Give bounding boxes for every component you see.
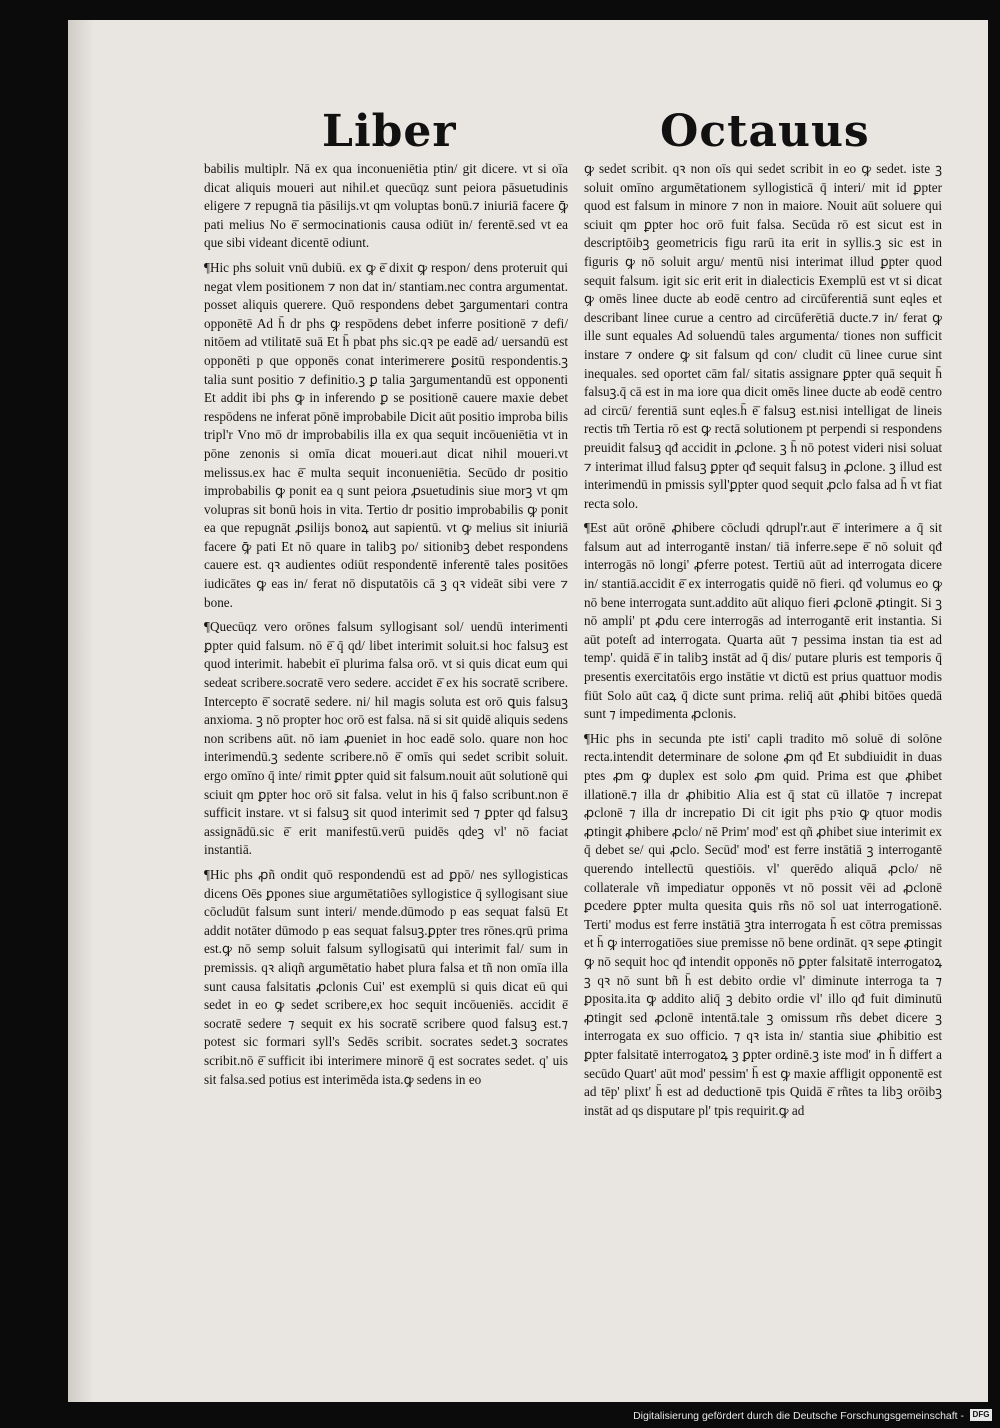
paragraph: ꝙ sedet scribit. qꝛ non oīs qui sedet scribit in eo ꝙ sedet. iste ꝫ soluit omīno argumētationem syllogisticā q̄ interi/ mit id ꝑpter quod est falsum in minore ⁊ non in maiore. Nouit aūt soluere qui sciuit qm ꝑpter hoc orō fuit falsa. Secūda rō est sicut est in descriptōibꝫ geometricis figu rarū ita erit in syllis.ꝫ sic est in figuris ꝙ nō soluit argu/ mentū nisi interimat illud ꝑpter quod sequit falsum. igit sic erit erit in dialecticis Exemplū est vt si dicat ꝙ omēs linee ducte ab eodē centro ad circūferentiā sunt eqles et describant linee curue a centro ad circūferētiā ducte.⁊ in/ ferat ꝙ ille sunt equales Ad soluendū tales argumenta/ tiones non sufficit instare ⁊ ondere ꝙ sit falsum qd con/ cludit cū linee curue sint inequales. sed oportet cām fal/ sitatis assignare ꝑpter quā sequit h̄ falsuꝫ.q̄ cā est in ma iore qua dicit omēs linee ducte ab eodē centro ad circū/ ferentiā sunt eqles.h̄ ē̄ falsuꝫ est.nisi intelligat de lineis rectis tm̄ Tertia rō est ꝙ rectā solutionem pt perpendi si respondens preuidit falsuꝫ qđ accidit in ꝓclone. ꝫ h̄ nō potest videri nisi soluat ⁊ interimat illud falsuꝫ ꝑpter qđ sequit falsuꝫ in ꝓclone. ꝫ illud est interimendū in pmissis syll'ꝑpter quod sequit ꝓclo falsa ad h̄ vt fiat recta solo. <box>584 161 942 511</box>
text-column-right <box>584 160 942 1170</box>
paragraph: ¶Hic phs soluit vnū dubiū. ex ꝙ ē̄ dixit ꝙ respon/ dens proteruit qui negat vlem positionem ⁊ non dat in/ stantiam.nec contra argumentat. posset aliquis querere. Quō respondens debet ꝫargumentari contra opponētē Ad h̄ dr phs ꝙ respōdens debet inferre positionē ⁊ defi/ nitōem ad vtilitatē suā Et h̄ pbat phs sic.qꝛ pe eadē ad/ uersandū est opponēti p que opponēs conat interimerere ꝑositū respondentis.ꝫ talia sunt positio ⁊ definitio.ꝫ ꝑ talia ꝫargumentandū est opponenti Et addit ibi phs ꝙ in inferendo ꝑ se positionē cauere maxie debet respōdens ne inferat pōnē improbabile Dicit aūt positio improba bilis tripl'r Vno mō dr improbabilis illa ex qua sequit incōueniētia vt in pōne zenonis si omīa dicat moueri.aut dicat nihil moueri.vt melissus.ex hac ē̄ multa sequit inconueniētia. Secūdo dr positio improbabilis ꝙ ponit ea q sunt peiora ꝓsuetudinis siue morꝫ vt qm volupras sit bonū hois in vita. Tertio dr positio improbabilis ꝙ ponit ea que repugnāt ꝓsilijs bonoꝝ aut sapientū. vt ꝙ melius sit iniuriā facere ꝙ̄ pati Et nō quare in talibꝫ po/ sitionibꝫ debet respondens cauere est. qꝛ audientes odiūt respondentē inferentē tales positōes iudicātes ꝙ eas in/ ferat nō disputatōis cā ꝫ qꝛ videāt sibi vere ⁊ bone. <box>204 259 568 610</box>
paragraph: babilis multiplr. Nā ex qua inconueniētia ptin/ git dicere. vt si oīa dicat aliquis moueri aut nihil.et quecūqz sunt peiora pāsuetudinis eligere ⁊ repugnā tia pāsilijs.vt qm voluptas bonū.⁊ iniuriā facere ꝙ̄ pati melius No ē̄ sermocinationis causa odiūt in/ ferentē.sed vt ea que sibi videant dicentē odiunt. <box>204 161 568 251</box>
paragraph: ¶Hic phs in secunda pte isti' capli tradito mō soluē di solōne recta.intendit determinare de solone ꝓm qđ Et subdiuidit in duas ptes ꝓm ꝙ duplex est solo ꝓm quid. Prima est que ꝓhibet illationē.⁊ illa dr ꝓhibitio Alia est q̄ stat cū illatōe ⁊ increpat ꝓclonē ⁊ illa dr increpatio Di cit igit phs pꝛio ꝙ qtuor modis ꝓtingit ꝓhibere ꝓclo/ nē Prim' mod' est qñ ꝓhibet siue interimit ex q̄ debet se/ qui ꝓclo. Secūd' mod' est ferre instātiā ꝫ interrogantē querendo intellectū questiōis. vl' querēdo aliquā ꝓclo/ nē collaterale vñ impediatur opponēs vt nō possit vēi ad ꝓclonē ꝑcedere ꝑpter multa quesita ꝗuis rñs nō sol uat interrogationē. Terti' modus est ferre instātiā ꝫtra interrogata h̄ est cōtra premissas et h̄ ꝙ interrogatiōes siue premisse nō bene ordināt. qꝛ sepe ꝓtingit ꝙ nō sequit hoc qđ intendit opponēs nō ꝑpter falsitatē interrogatoꝝ ꝫ qꝛ nō sunt bñ h̄ est debito ordie vl' diminute interroga ta ⁊ ꝑposita.ita ꝙ addito aliq̄ ꝫ debito ordie vl' illo qđ fuit diminutū ꝓtingit sed ꝓclonē intentā.tale ꝫ omissum rñs debet dicere ꝫ interrogata ex suo officio. ⁊ qꝛ ista in/ stantia siue ꝓhibitio est ꝑpter falsitatē interrogatoꝝ ꝫ ꝑpter ordinē.ꝫ iste mod' in h̄ differt a secūdo Quart' aūt mod' pessim' h̄ est ꝙ maxie affligit opponentē est ad tēp' plixt' h̄ est ad deductionē tpis Quidā ē̄ rñtes ta libꝫ orōibꝫ instāt ad qs disputare pl' tpis requirit.ꝙ ad <box>584 730 942 1118</box>
running-head-left: Liber <box>322 106 457 157</box>
dfg-logo: DFG <box>970 1409 992 1421</box>
funding-notice: Digitalisierung gefördert durch die Deutsche Forschungsgemeinschaft - <box>633 1410 964 1422</box>
text-column-left <box>204 160 568 1180</box>
paragraph: ¶Quecūqz vero orōnes falsum syllogisant sol/ uendū interimenti ꝑpter quid falsum. nō ē̄ q̄ qd/ libet interimit soluit.si hoc falsuꝫ est quod interimit. habebit eī plurima falsa orō. vt si quis dicat eum qui sedeat scribere.socratē vero sedere. accidet ē̄ ex his socratē scribere. Intercepto ē̄ socratē sedere. ni/ hil magis soluta est orō ꝗuis falsuꝫ anxioma. ꝫ nō propter hoc orō est falsa. nā si sit quidē aliquis sedens non scribens aūt. nō iam ꝓueniet in hoc eadē solo. quare non hoc interimendū.ꝫ sedente scribere.nō ē̄ omīs qui sedet scribit soluit. ergo omīno q̄ inte/ rimit ꝑpter quid sit falsum.nouit aūt solutionē qui sciuit qm ꝑpter hoc orō sit falsa. velut in his q̄ falso scribunt.non ē̄ sufficit instare. vt si falsuꝫ sit quod interimit sed ⁊ ꝑpter qd falsuꝫ assignādū.sic ē̄ erit manifestū.verū puidēs qdeꝫ vl' nō faciat instantiā. <box>204 619 568 858</box>
running-head-right: Octauus <box>660 106 870 157</box>
paragraph: ¶Hic phs ꝓñ ondit quō respondendū est ad ꝑpō/ nes syllogisticas dicens Oēs ꝑpones siue argumētatiões syllogistice q̄ syllogisant siue cōcludūt falsum sunt interi/ mende.dūmodo p eas sequat falsū Et addit notāter dūmodo p eas sequat falsuꝫ.ꝑpter tres rōnes.qrū prima est.ꝙ nō semp soluit falsum syllogisatū qui interimit fal/ sum in premissis. qꝛ aliqñ argumētatio habet plura falsa et tñ non omīa illa sunt causa falsitatis ꝓclonis Cui' est exemplū si quis dicat eū qui sedet in eo ꝙ sedet scribere,ex hoc sequit incōueniēs. accidit ē̄ socratē sedere ⁊ sequit ex his socratē scribere quod falsuꝫ est.⁊ potest sic formari syll's Sedēs scribit. socrates sedet.ꝫ socrates scribit.nō ē̄ sufficit ibi interimere minorē q̄ est socrates sedet. q' uis sit falsa.sed potius est interimēda ista.ꝙ sedens in eo <box>204 866 568 1087</box>
paragraph: ¶Est aūt orōnē ꝓhibere cōcludi qdrupl'r.aut ē̄ interimere a q̄ sit falsum aut ad interrogantē instan/ tiā inferre.sepe ē̄ nō soluit qđ interrogās nō longi' ꝓferre potest. Tertiū aūt ad interrogata dicere in/ stantiā.accidit ē̄ ex interrogatis quidē nō fieri. qđ volumus eo ꝙ nō bene interrogata sunt.addito aūt aliquo fieri ꝓclonē ꝓtingit. Si ꝫ nō ampli' pt ꝓdu cere interrogās ad interrogantē erit instantia. Si aūt poteſt ad interrogata. Quarta aūt ⁊ pessima instan tia est ad temp'. quidā ē̄ in talibꝫ instāt ad q̄ dis/ putare pluris est temporis q̄ presentis exercitatōis ergo instātie vt dictū est prius quattuor modis fiūt Solo aūt caꝝ q̄ dicte sunt prima. reliq̄ aūt ꝓhibi bitōes quedā sunt ⁊ impedimenta ꝓclonis. <box>584 520 942 722</box>
page-gutter-shadow <box>68 20 94 1402</box>
